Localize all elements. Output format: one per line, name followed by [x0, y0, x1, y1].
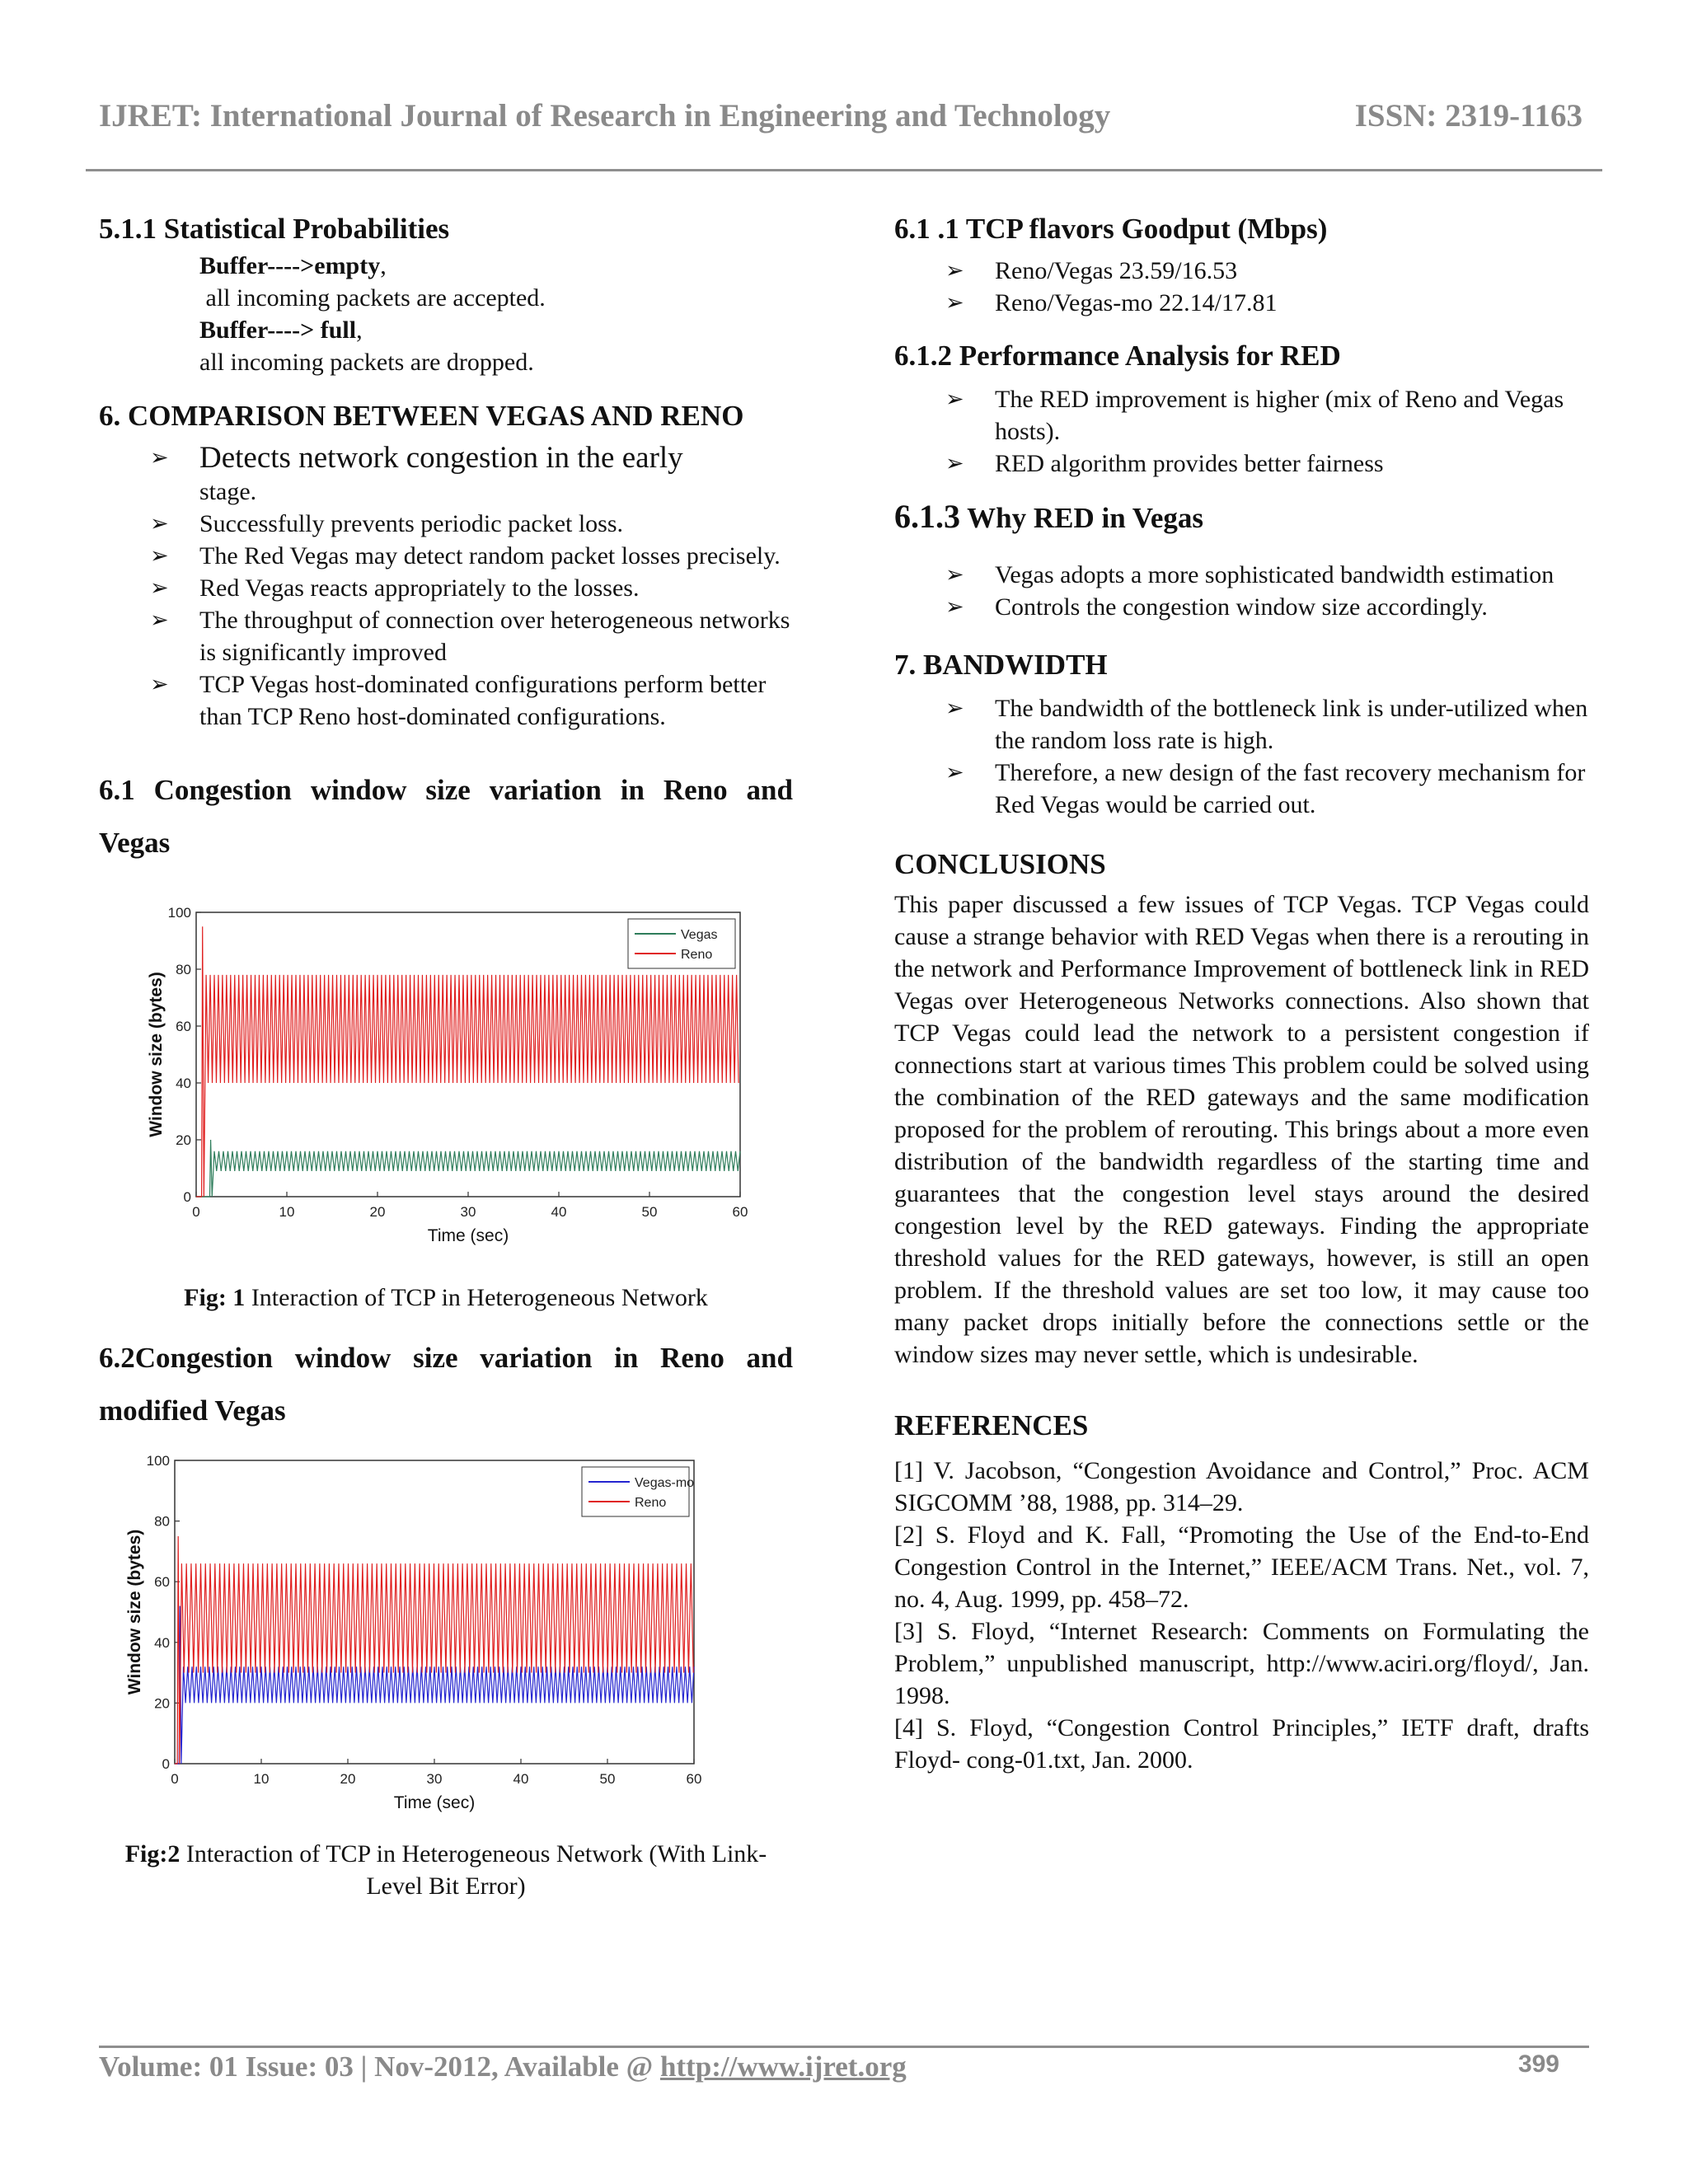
- goodput-list: [894, 255, 1589, 319]
- list-item: ➢ The bandwidth of the bottleneck link is under-utilized when the random loss rate is high.: [894, 692, 1589, 757]
- section-6-list: [99, 442, 793, 733]
- buffer-full-text: all incoming packets are dropped.: [199, 349, 534, 376]
- footer-url-link[interactable]: http://www.ijret.org: [659, 2050, 907, 2083]
- x-tick-label: 40: [551, 1204, 567, 1220]
- y-tick-label: 100: [146, 1453, 170, 1469]
- x-tick-label: 30: [426, 1771, 443, 1787]
- list-item: ➢ Reno/Vegas-mo 22.14/17.81: [894, 287, 1589, 319]
- list-item: ➢ Vegas adopts a more sophisticated bandwidth estimation: [894, 559, 1589, 591]
- red-vegas-list: [894, 559, 1589, 623]
- page-number: 399: [1517, 2050, 1559, 2078]
- figure-2: [99, 1452, 793, 1815]
- journal-title: IJRET: International Journal of Research in Engineering and Technology: [99, 98, 1111, 134]
- x-tick-label: 20: [340, 1771, 356, 1787]
- x-tick-label: 10: [253, 1771, 270, 1787]
- x-tick-label: 40: [513, 1771, 529, 1787]
- list-item: ➢ Detects network congestion in the early stage.: [150, 441, 683, 505]
- figure-2-caption: Fig:2 Interaction of TCP in Heterogeneous Network (With Link-Level Bit Error): [124, 1840, 767, 1900]
- red-performance-list: [894, 383, 1589, 480]
- y-tick-label: 0: [183, 1189, 191, 1205]
- section-6-1-title: 6.1 Congestion window size variation in Reno and Vegas: [99, 774, 793, 859]
- legend-label: Vegas-mo: [635, 1476, 695, 1490]
- y-tick-label: 40: [154, 1634, 170, 1651]
- y-tick-label: 100: [167, 905, 191, 921]
- x-tick-label: 50: [599, 1771, 616, 1787]
- arrow-bullet-icon: ➢: [945, 451, 964, 476]
- y-tick-label: 0: [162, 1756, 170, 1772]
- x-tick-label: 0: [192, 1204, 200, 1220]
- arrow-bullet-icon: ➢: [150, 575, 169, 601]
- x-tick-label: 10: [279, 1204, 295, 1220]
- list-item: ➢ The Red Vegas may detect random packet losses precisely.: [99, 540, 793, 572]
- arrow-bullet-icon: ➢: [945, 387, 964, 412]
- arrow-bullet-icon: ➢: [150, 607, 169, 633]
- buffer-empty-text: all incoming packets are accepted.: [199, 284, 546, 312]
- figure-1-chart: [138, 904, 765, 1250]
- arrow-bullet-icon: ➢: [945, 562, 964, 588]
- section-6-1-2-title: 6.1.2 Performance Analysis for RED: [894, 340, 1341, 372]
- figure-1: [99, 904, 793, 1250]
- legend-label: Reno: [635, 1496, 667, 1510]
- legend-label: Reno: [681, 948, 713, 962]
- x-axis-label: Time (sec): [427, 1226, 509, 1245]
- arrow-bullet-icon: ➢: [945, 696, 964, 721]
- left-column: [99, 210, 793, 1902]
- list-item: ➢ Therefore, a new design of the fast recovery mechanism for Red Vegas would be carried out.: [894, 757, 1589, 821]
- list-item: ➢ Successfully prevents periodic packet loss.: [99, 508, 793, 540]
- footer-volume-text: Volume: 01 Issue: 03 | Nov-2012, Available @: [99, 2050, 660, 2083]
- buffer-rules: Buffer---->empty, all incoming packets are accepted. Buffer----> full, all incoming packets are dropped.: [199, 250, 793, 378]
- x-tick-label: 50: [641, 1204, 658, 1220]
- list-item: ➢ Red Vegas reacts appropriately to the losses.: [99, 572, 793, 604]
- figure-2-chart: [115, 1452, 742, 1815]
- conclusions-title: CONCLUSIONS: [894, 848, 1106, 880]
- x-axis-label: Time (sec): [393, 1793, 476, 1812]
- x-tick-label: 20: [369, 1204, 386, 1220]
- arrow-bullet-icon: ➢: [945, 290, 964, 316]
- section-6-1-1-title: 6.1 .1 TCP flavors Goodput (Mbps): [894, 213, 1328, 245]
- legend-label: Vegas: [681, 928, 718, 942]
- y-axis-label: Window size (bytes): [147, 972, 166, 1137]
- buffer-full-label: Buffer----> full: [199, 316, 357, 344]
- list-item: ➢ RED algorithm provides better fairness: [894, 448, 1589, 480]
- section-6-1-3-title: 6.1.3 Why RED in Vegas: [894, 498, 1204, 535]
- reference-item: [1] V. Jacobson, “Congestion Avoidance and Control,” Proc. ACM SIGCOMM ’88, 1988, pp. 314–29.: [894, 1457, 1589, 1516]
- y-tick-label: 20: [154, 1695, 170, 1712]
- references-title: REFERENCES: [894, 1409, 1089, 1441]
- section-6-2-title: 6.2Congestion window size variation in Reno and modified Vegas: [99, 1342, 793, 1427]
- x-tick-label: 0: [171, 1771, 179, 1787]
- reference-item: [4] S. Floyd, “Congestion Control Principles,” IETF draft, drafts Floyd- cong-01.txt, Jan. 2000.: [894, 1714, 1589, 1774]
- arrow-bullet-icon: ➢: [150, 672, 169, 697]
- list-item: ➢ Controls the congestion window size accordingly.: [894, 591, 1589, 623]
- reference-item: [2] S. Floyd and K. Fall, “Promoting the Use of the End-to-End Congestion Control in the Internet,” IEEE/ACM Trans. Net., vol. 7, no. 4, Aug. 1999, pp. 458–72.: [894, 1521, 1589, 1613]
- page-footer: [99, 2050, 1589, 2083]
- arrow-bullet-icon: ➢: [150, 543, 169, 569]
- y-tick-label: 40: [176, 1076, 191, 1091]
- arrow-bullet-icon: ➢: [945, 760, 964, 785]
- y-tick-label: 80: [176, 962, 191, 977]
- y-axis-label: Window size (bytes): [125, 1529, 144, 1695]
- section-7-title: 7. BANDWIDTH: [894, 649, 1108, 681]
- list-item: ➢ The throughput of connection over heterogeneous networks is significantly improved: [99, 604, 793, 668]
- issn: ISSN: 2319-1163: [1354, 98, 1582, 134]
- x-tick-label: 60: [732, 1204, 748, 1220]
- conclusions-text: This paper discussed a few issues of TCP Vegas. TCP Vegas could cause a strange behavior with RED Vegas when there is a rerouting in the network and Performance Improvement of bottleneck link in RED Vegas over Heterogeneous Networks connections. Also shown that TCP Vegas could lead the network to a persistent congestion if connections start at various times This problem could be solved using the combination of the RED gateways and the same modification proposed for the problem of rerouting. This brings about a more even distribution of the bandwidth regardless of the starting time and guarantees that the congestion level stays around the desired congestion level by the RED gateways. Finding the appropriate threshold values for the RED gateways, however, is still an open problem. If the threshold values are set too low, it may cause too many packet drops initially before the connections settle or the window sizes may never settle, which is undesirable.: [894, 891, 1589, 1368]
- right-column: [894, 210, 1589, 1776]
- y-tick-label: 20: [176, 1132, 191, 1148]
- arrow-bullet-icon: ➢: [945, 594, 964, 620]
- list-item: ➢ Reno/Vegas 23.59/16.53: [894, 255, 1589, 287]
- bandwidth-list: [894, 692, 1589, 821]
- section-6-title: 6. COMPARISON BETWEEN VEGAS AND RENO: [99, 400, 744, 432]
- y-tick-label: 60: [176, 1019, 191, 1034]
- x-tick-label: 30: [460, 1204, 476, 1220]
- buffer-empty-label: Buffer---->empty: [199, 252, 381, 279]
- list-item: ➢ The RED improvement is higher (mix of Reno and Vegas hosts).: [894, 383, 1589, 448]
- arrow-bullet-icon: ➢: [150, 445, 169, 471]
- arrow-bullet-icon: ➢: [150, 511, 169, 537]
- y-tick-label: 80: [154, 1513, 170, 1530]
- x-tick-label: 60: [686, 1771, 702, 1787]
- footer-rule: [99, 2046, 1589, 2048]
- arrow-bullet-icon: ➢: [945, 258, 964, 284]
- y-tick-label: 60: [154, 1574, 170, 1591]
- figure-1-caption: Fig: 1 Interaction of TCP in Heterogeneous Network: [184, 1284, 708, 1311]
- reference-item: [3] S. Floyd, “Internet Research: Comments on Formulating the Problem,” unpublished manuscript, http://www.aciri.org/floyd/, Jan. 1998.: [894, 1618, 1589, 1709]
- section-5-1-1-title: 5.1.1 Statistical Probabilities: [99, 213, 450, 245]
- references-list: [894, 1455, 1589, 1776]
- header-rule: [86, 169, 1602, 171]
- list-item: ➢ TCP Vegas host-dominated configurations perform better than TCP Reno host-dominated configurations.: [99, 668, 793, 733]
